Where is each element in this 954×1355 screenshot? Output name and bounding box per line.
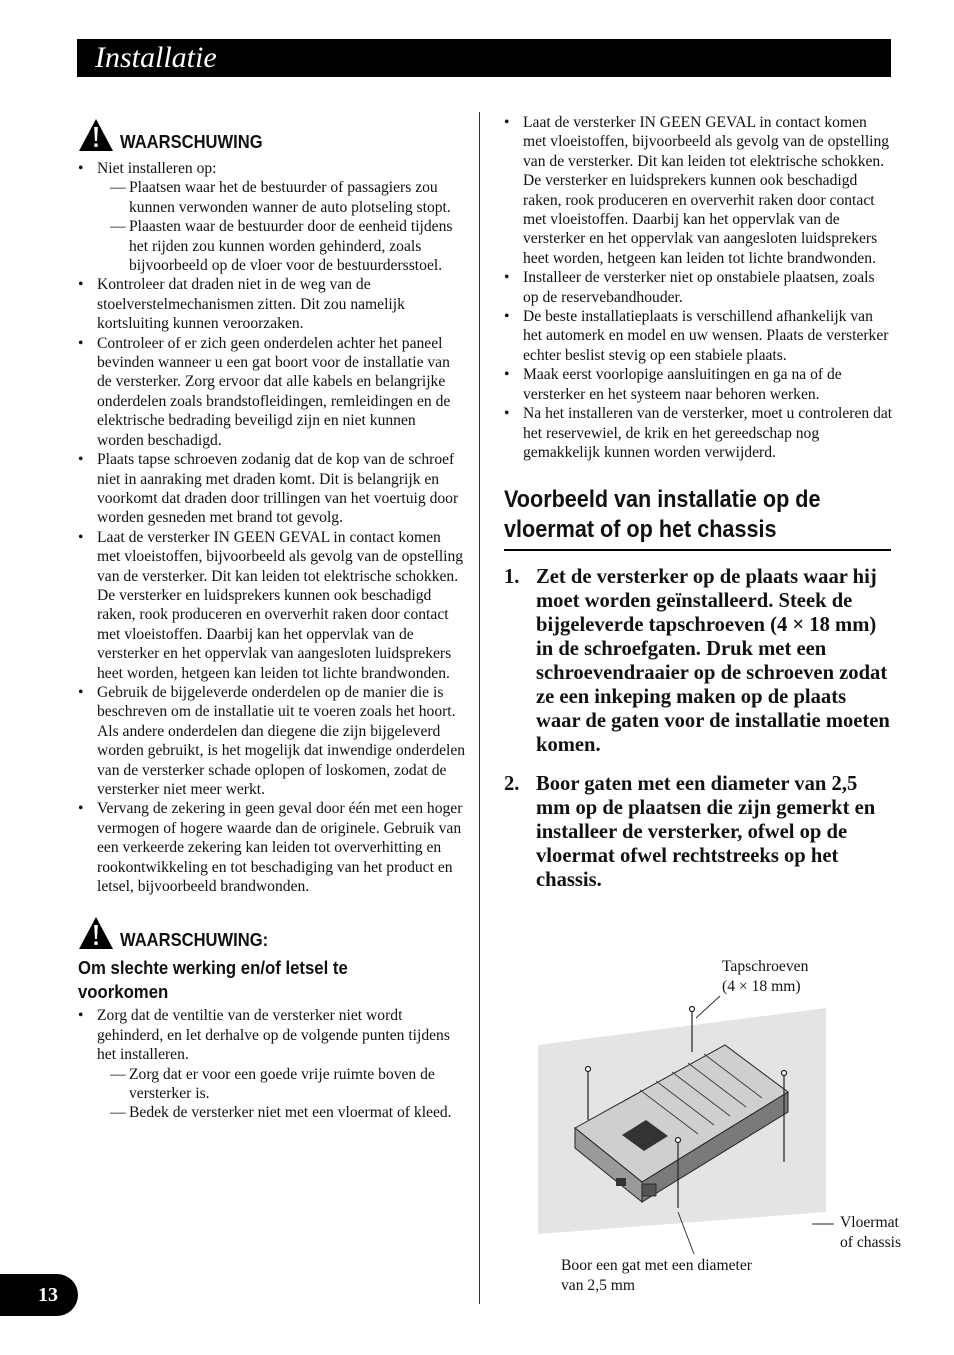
list-item: • Controleer of er zich geen onderdelen achter het paneel bevinden wanneer u een gat boort voor de installatie van de versterker. Zorg ervoor dat alle kabels en belangrijke onderdelen zoals brandstofleidingen, remleidingen en de elektrische bedrading beveiligd zijn en niet kunnen worden beschadigd. — [78, 334, 466, 450]
drill-label: Boor een gat met een diameter van 2,5 mm — [561, 1257, 752, 1294]
warning-heading — [78, 118, 466, 152]
page-title: Installatie — [95, 41, 217, 74]
warning-list — [78, 159, 466, 896]
left-column — [78, 118, 466, 1123]
caution-list — [504, 113, 894, 462]
warning-label: WAARSCHUWING — [120, 132, 263, 152]
warning-triangle-icon — [78, 916, 114, 950]
screws-label: Tapschroeven (4 × 18 mm) — [722, 958, 809, 995]
section-title: Voorbeeld van installatie op de vloermat of op het chassis — [504, 486, 821, 544]
warning-list — [78, 1006, 466, 1122]
step-number: 1. — [504, 566, 520, 589]
sub-list-item: — Zorg dat er voor een goede vrije ruimte boven de versterker is. — [97, 1065, 466, 1104]
list-item: • Installeer de versterker niet op onstabiele plaatsen, zoals op de reservebandhouder. — [504, 268, 894, 307]
sub-list-item: — Bedek de versterker niet met een vloermat of kleed. — [97, 1103, 466, 1122]
list-item: • Na het installeren van de versterker, moet u controleren dat het reservewiel, de krik en het gereedschap nog gemakkelijk kunnen worden verwijderd. — [504, 404, 894, 462]
warning-heading — [78, 916, 466, 950]
sub-list-item: — Plaatsen waar het de bestuurder of passagiers zou kunnen verwonden wanner de auto plotseling stopt. — [97, 178, 466, 217]
page-number-tab — [0, 1274, 78, 1316]
warning-subtitle: Om slechte werking en/of letsel te voorkomen — [78, 958, 348, 1003]
list-item: • Laat de versterker IN GEEN GEVAL in contact komen met vloeistoffen, bijvoorbeeld als gevolg van de opstelling van de versterker. Dit kan leiden tot elektrische schokken. De versterker en luidsprekers kunnen ook beschadigd raken, rook produceren en oververhit raken door contact met vloeistoffen. Daarbij kan het oppervlak van de versterker en het oppervlak van aangesloten luidsprekers heet worden, hetgeen kan leiden tot lichte brandwonden. — [504, 113, 894, 268]
list-item: • Kontroleer dat draden niet in de weg van de stoelverstelmechanismen zitten. Dit zou namelijk kortsluiting kunnen veroorzaken. — [78, 275, 466, 333]
list-item: • Vervang de zekering in geen geval door één met een hoger vermogen of hogere waarde dan de originele. Gebruik van een verkeerde zekering kan leiden tot oververhitting en rookontwikkeling en tot beschadiging van het product en letsel, bijvoorbeeld brandwonden. — [78, 799, 466, 896]
list-item: • Gebruik de bijgeleverde onderdelen op de manier die is beschreven om de installatie uit te voeren zoals het hoort. Als andere onderdelen dan diegene die zijn bijgeleverd worden gebruikt, is het mogelijk dat inwendige onderdelen van de versterker schade oplopen of loskomen, zodat de versterker niet meer werkt. — [78, 683, 466, 799]
step-number: 2. — [504, 773, 520, 796]
list-item: • Plaats tapse schroeven zodanig dat de kop van de schroef niet in aanraking met draden komt. Dit is belangrijk en voorkomt dat draden door trillingen van het voertuig door worden gesneden met brand tot gevolg. — [78, 450, 466, 528]
step-text: Boor gaten met een diameter van 2,5 mm op de plaatsen die zijn gemerkt en installeer de versterker, ofwel op de vloermat ofwel rechtstreeks op het chassis. — [536, 773, 876, 892]
list-item: • Zorg dat de ventiltie van de versterker niet wordt gehinderd, en let derhalve op de volgende punten tijdens het installeren. — Zorg dat er voor een goede vrije ruimte boven de versterker is. — Bedek de versterker niet met een vloermat of kleed. — [78, 1006, 466, 1122]
steps-list — [504, 565, 894, 892]
column-divider — [479, 112, 480, 1304]
list-item: • Maak eerst voorlopige aansluitingen en ga na of de versterker en het systeem naar behoren werken. — [504, 365, 894, 404]
warning-triangle-icon — [78, 118, 114, 152]
step-text: Zet de versterker op de plaats waar hij moet worden geïnstalleerd. Steek de bijgeleverde tapschroeven (4 × 18 mm) in de schroefgaten. Druk met een schroevendraaier op de schroeven zodat ze een inkeping maken op de plaats waar de gaten voor de installatie moeten komen. — [536, 566, 890, 757]
list-item: • De beste installatieplaats is verschillend afhankelijk van het automerk en model en uw wensen. Plaats de versterker echter beslist stevig op een stabiele plaats. — [504, 307, 894, 365]
header-bar — [77, 39, 891, 77]
right-column — [504, 113, 894, 907]
sub-list-item: — Plaasten waar de bestuurder door de eenheid tijdens het rijden zou kunnen worden gehinderd, zoals bijvoorbeeld op de vloer voor de bestuurdersstoel. — [97, 217, 466, 275]
section-rule — [504, 549, 891, 551]
step-item — [504, 772, 894, 892]
step-item — [504, 565, 894, 757]
list-item: • Niet installeren op: — Plaatsen waar het de bestuurder of passagiers zou kunnen verwonden wanner de auto plotseling stopt. — Plaasten waar de bestuurder door de eenheid tijdens het rijden zou kunnen worden gehinderd, zoals bijvoorbeeld op de vloer voor de bestuurdersstoel. — [78, 159, 466, 275]
list-item: • Laat de versterker IN GEEN GEVAL in contact komen met vloeistoffen, bijvoorbeeld als gevolg van de opstelling van de versterker. Dit kan leiden tot elektrische schokken. De versterker en luidsprekers kunnen ook beschadigd raken, rook produceren en oververhit raken door contact met vloeistoffen. Daarbij kan het oppervlak van de versterker en het oppervlak van aangesloten luidsprekers heet worden, hetgeen kan leiden tot lichte brandwonden. — [78, 528, 466, 683]
sub-list — [97, 178, 466, 275]
sub-list — [97, 1065, 466, 1123]
page-number: 13 — [38, 1284, 58, 1306]
installation-figure — [530, 950, 930, 1300]
warning-label: WAARSCHUWING: — [120, 930, 269, 951]
floor-label: Vloermat of chassis — [840, 1214, 902, 1251]
